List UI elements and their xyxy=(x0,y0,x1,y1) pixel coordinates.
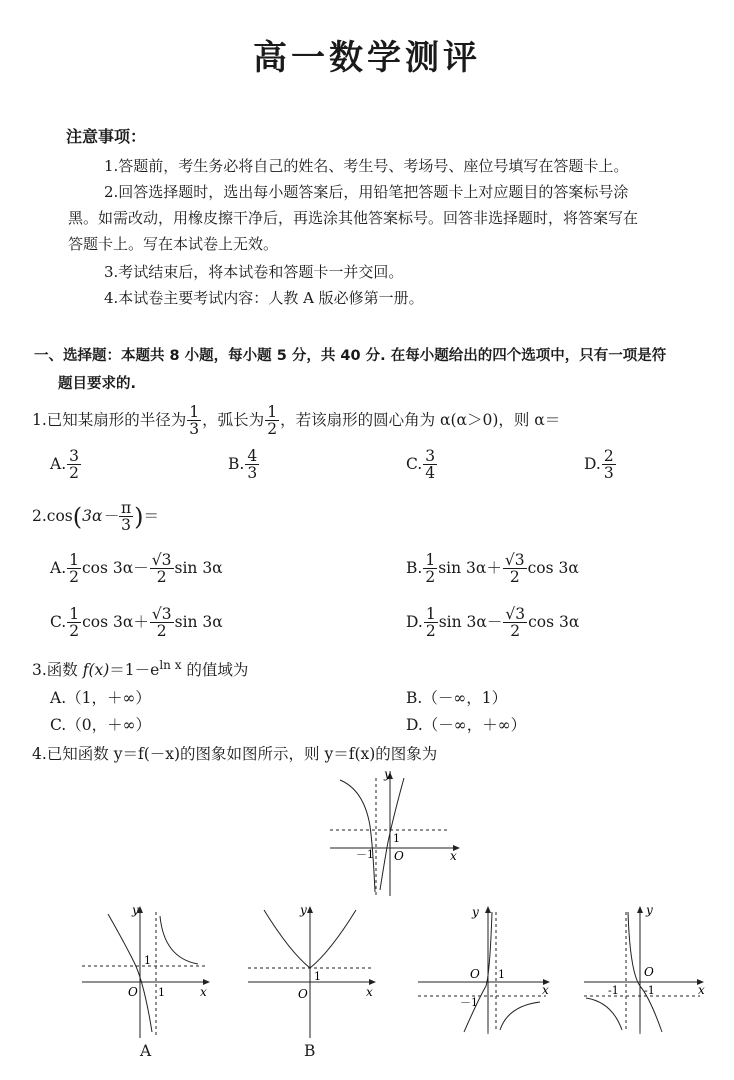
question-1-stem: 1.已知某扇形的半径为 $\frac{1}{3}$ ，弧长为 $\frac{1}{2}$ ，若该扇形的圆心角为 α(α＞0)，则 α＝ xyxy=(32,403,561,439)
svg-text:y: y xyxy=(472,905,479,919)
q1-option-d: D. $\frac{2}{3}$ xyxy=(584,447,614,483)
notice-line-5: 3.考试结束后，将本试卷和答题卡一并交回。 xyxy=(104,263,404,281)
fraction: $\frac{1}{3}$ xyxy=(189,403,200,439)
notice-line-3: 黑。如需改动，用橡皮擦干净后，再选涂其他答案标号。回答非选择题时，将答案写在 xyxy=(68,209,639,227)
option-a-label: A xyxy=(140,1042,152,1060)
question-3-stem: 3.函数 $f(x)=1-e^{ln x}$ 的值域为 xyxy=(32,658,249,680)
svg-text:1: 1 xyxy=(498,968,505,981)
fraction: $\frac{1}{2}$ xyxy=(267,403,278,439)
tick-neg1: －1 xyxy=(356,848,374,861)
q3-option-b: B.（－∞，1） xyxy=(406,689,508,707)
q2-option-d: D. $\frac{1}{2}$ sin 3α－ $\frac{√3}{2}$ cos 3α xyxy=(406,605,580,641)
q3-option-a: A.（1，＋∞） xyxy=(50,689,151,707)
svg-text:1: 1 xyxy=(144,954,151,967)
svg-text:x: x xyxy=(200,985,207,999)
option-b-label: B xyxy=(304,1042,316,1060)
q3-option-c: C.（0，＋∞） xyxy=(50,716,152,734)
svg-text:－1: －1 xyxy=(460,996,478,1009)
option-b-graph xyxy=(244,902,378,1042)
question-2-stem: 2.cos(3α－ $\frac{\pi}{3}$ )＝ xyxy=(32,499,160,535)
q1-option-a: A. $\frac{3}{2}$ xyxy=(50,447,79,483)
q2-option-b: B. $\frac{1}{2}$ sin 3α＋ $\frac{√3}{2}$ cos 3α xyxy=(406,551,579,587)
svg-text:1: 1 xyxy=(314,970,321,983)
tick-1: 1 xyxy=(393,832,400,845)
svg-text:x: x xyxy=(698,983,705,997)
x-label: x xyxy=(450,849,457,863)
svg-text:-1: -1 xyxy=(644,984,655,997)
blur-overlay xyxy=(400,1040,734,1080)
y-label: y xyxy=(384,768,391,781)
notice-line-2: 2.回答选择题时，选出每小题答案后，用铅笔把答题卡上对应题目的答案标号涂 xyxy=(104,183,629,201)
svg-text:O: O xyxy=(470,967,480,981)
notice-line-1: 1.答题前，考生务必将自己的姓名、考生号、考场号、座位号填写在答题卡上。 xyxy=(104,157,629,175)
option-d-graph xyxy=(580,902,708,1038)
q1-option-c: C. $\frac{3}{4}$ xyxy=(406,447,436,483)
section-heading: 一、选择题：本题共 8 小题，每小题 5 分，共 40 分. 在每小题给出的四个选项中，只有一项是符 xyxy=(34,348,667,364)
notice-line-6: 4.本试卷主要考试内容：人教 A 版必修第一册。 xyxy=(104,289,424,307)
svg-text:-1: -1 xyxy=(608,984,619,997)
section-heading-cont: 题目要求的. xyxy=(58,376,137,392)
q3-option-d: D.（－∞，＋∞） xyxy=(406,716,527,734)
question-4-stem: 4.已知函数 y＝f(－x)的图象如图所示，则 y＝f(x)的图象为 xyxy=(32,745,438,763)
svg-text:O: O xyxy=(644,965,654,979)
option-a-graph xyxy=(78,902,212,1042)
svg-text:y: y xyxy=(132,903,139,917)
reference-graph xyxy=(326,768,466,900)
notice-line-4: 答题卡上。写在本试卷上无效。 xyxy=(68,235,279,253)
svg-text:1: 1 xyxy=(158,986,165,999)
origin-label: O xyxy=(394,849,404,863)
notice-heading: 注意事项： xyxy=(66,127,147,146)
svg-text:x: x xyxy=(542,983,549,997)
svg-text:O: O xyxy=(298,987,308,1001)
q1-option-b: B. $\frac{4}{3}$ xyxy=(228,447,258,483)
page-title: 高一数学测评 xyxy=(253,38,481,78)
svg-text:O: O xyxy=(128,985,138,999)
q2-option-c: C. $\frac{1}{2}$ cos 3α＋ $\frac{√3}{2}$ sin 3α xyxy=(50,605,223,641)
svg-text:x: x xyxy=(366,985,373,999)
option-c-graph xyxy=(414,902,554,1038)
q2-option-a: A. $\frac{1}{2}$ cos 3α－ $\frac{√3}{2}$ sin 3α xyxy=(50,551,223,587)
svg-text:y: y xyxy=(300,903,307,917)
svg-text:y: y xyxy=(646,903,653,917)
